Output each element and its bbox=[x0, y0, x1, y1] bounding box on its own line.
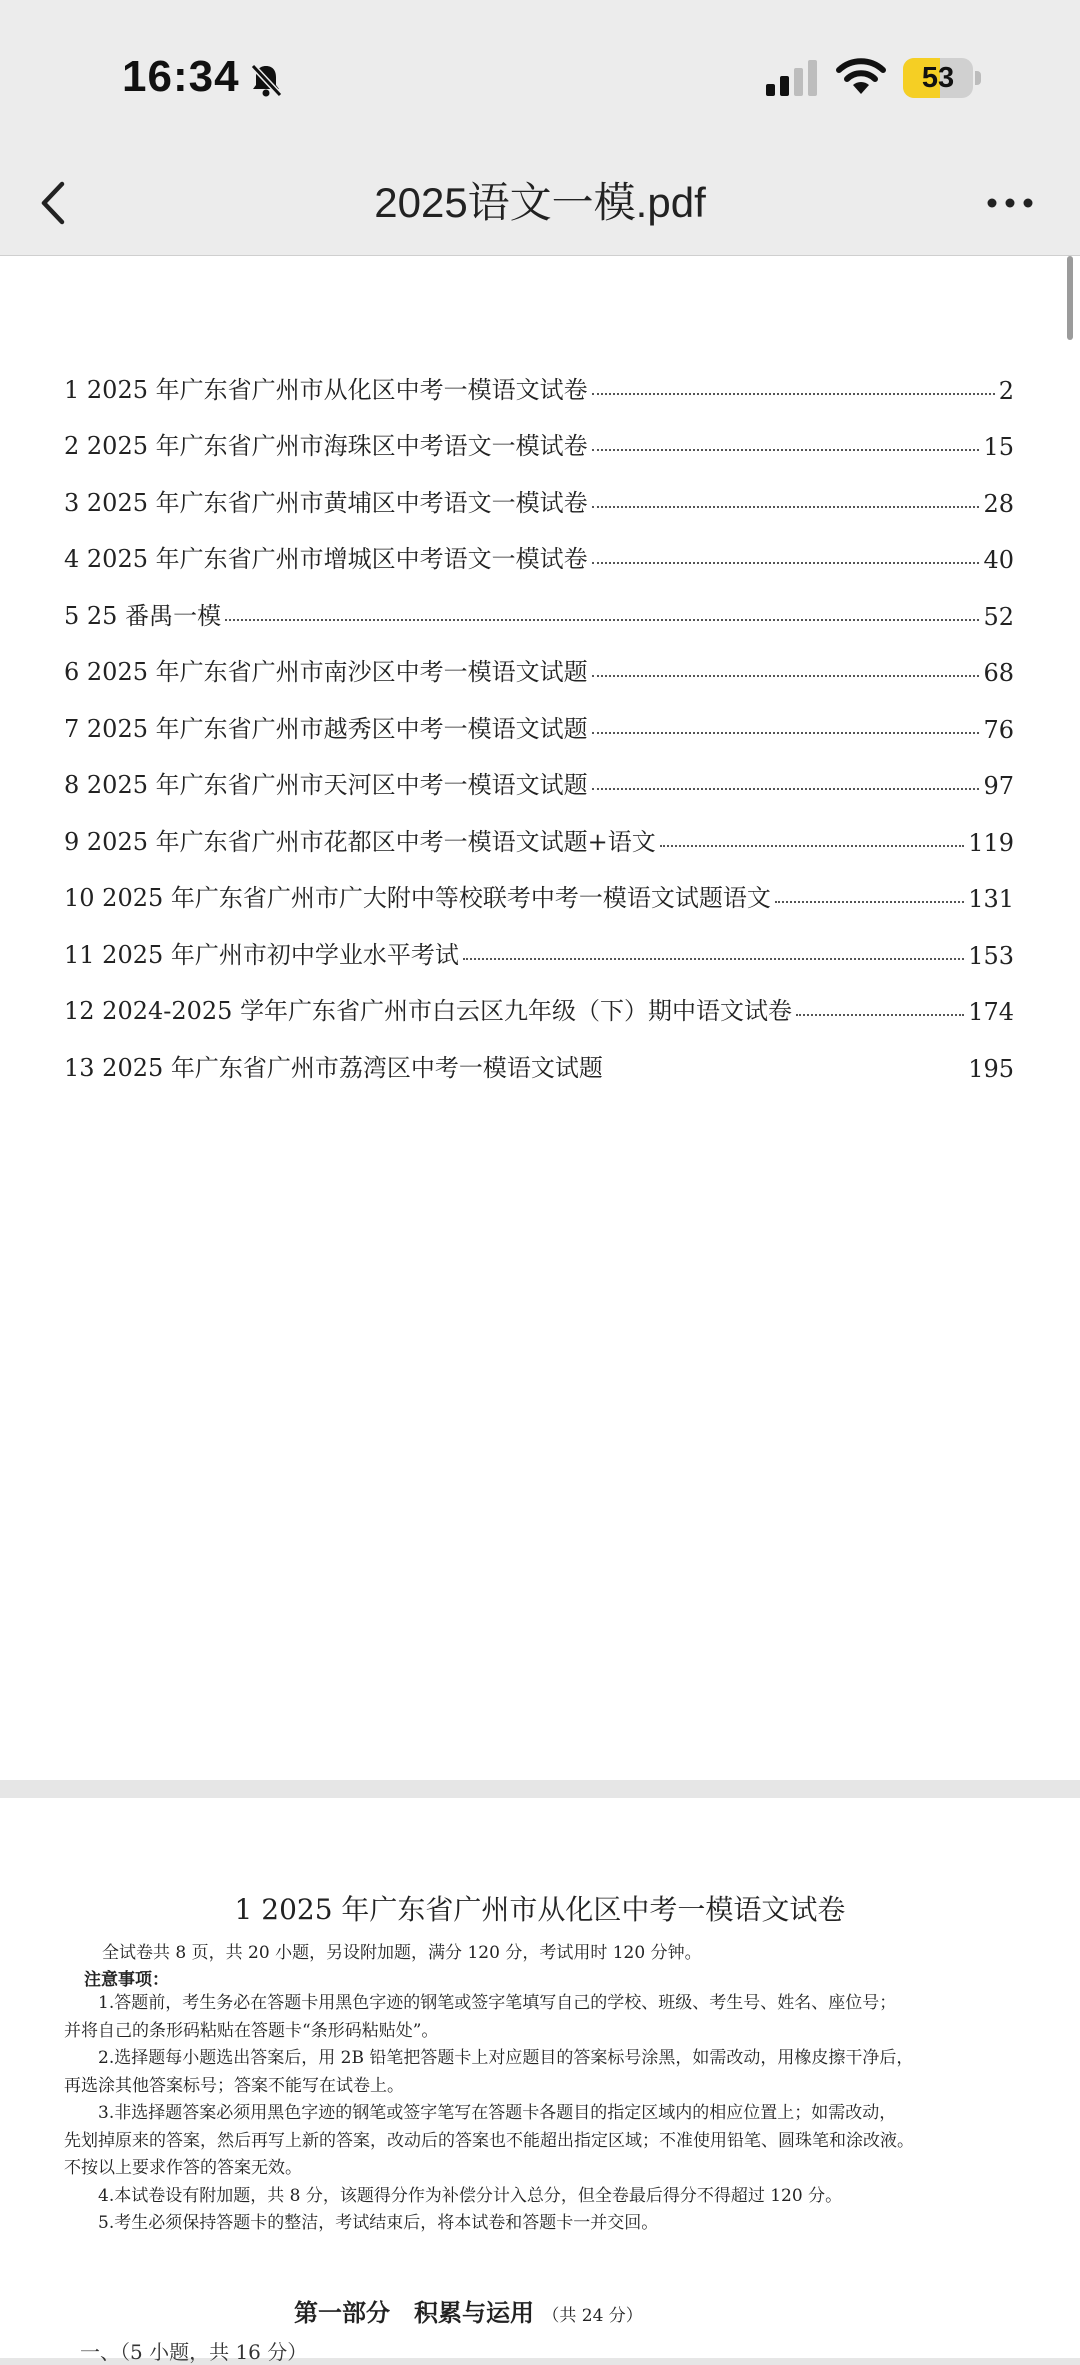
toc-entry-title: 10 2025 年广东省广州市广大附中等校联考中考一模语文试题语文 bbox=[64, 884, 771, 912]
toc-entry[interactable] bbox=[64, 970, 1014, 1027]
status-time: 16:34 bbox=[122, 52, 240, 101]
toc-entry[interactable] bbox=[64, 405, 1014, 462]
note-line: 3.非选择题答案必须用黑色字迹的钢笔或签字笔写在答题卡各题目的指定区域内的相应位置上；如需改动， bbox=[64, 2103, 897, 2123]
toc-leader-dots bbox=[592, 562, 980, 564]
toc-entry-title: 12 2024-2025 学年广东省广州市白云区九年级（下）期中语文试卷 bbox=[64, 997, 793, 1025]
exam-heading: 1 2025 年广东省广州市从化区中考一模语文试卷 bbox=[234, 1893, 846, 1926]
toc-entry-title: 1 2025 年广东省广州市从化区中考一模语文试卷 bbox=[64, 375, 588, 404]
pdf-page-exam bbox=[0, 1798, 1080, 2364]
toc-entry[interactable] bbox=[64, 857, 1014, 914]
section-title-sub: （共 24 分） bbox=[542, 2306, 643, 2326]
toc-leader-dots bbox=[592, 506, 980, 508]
pdf-page-toc bbox=[0, 256, 1080, 1780]
toc-leader-dots bbox=[660, 845, 964, 847]
toc-entry[interactable] bbox=[64, 744, 1014, 801]
partial-line: 一、（5 小题，共 16 分） bbox=[80, 2340, 308, 2364]
note-line: 再选涂其他答案标号；答案不能写在试卷上。 bbox=[64, 2075, 404, 2096]
toc-entry[interactable] bbox=[64, 574, 1014, 631]
notes-title: 注意事项： bbox=[84, 1970, 169, 1990]
toc-leader-dots bbox=[592, 449, 980, 451]
toc-entry[interactable] bbox=[64, 348, 1014, 405]
toc-entry[interactable] bbox=[64, 461, 1014, 518]
note-line: 1.答题前，考生务必在答题卡用黑色字迹的钢笔或签字笔填写自己的学校、班级、考生号、姓名、座位号； bbox=[64, 1993, 897, 2013]
ellipsis-icon[interactable] bbox=[980, 178, 1040, 228]
toc-entry[interactable] bbox=[64, 800, 1014, 857]
toc-entry-page: 2 bbox=[998, 376, 1014, 405]
toc-entry[interactable] bbox=[64, 1026, 1014, 1083]
toc-entry-title: 13 2025 年广东省广州市荔湾区中考一模语文试题 bbox=[64, 1053, 603, 1082]
scroll-indicator[interactable] bbox=[1067, 256, 1073, 340]
toc-entry-page: 97 bbox=[983, 772, 1014, 800]
note-line: 5.考生必须保持答题卡的整洁，考试结束后，将本试卷和答题卡一并交回。 bbox=[64, 2213, 659, 2233]
toc-entry[interactable] bbox=[64, 913, 1014, 970]
note-line: 先划掉原来的答案，然后再写上新的答案，改动后的答案也不能超出指定区域；不准使用铅笔、圆珠笔和涂改液。 bbox=[64, 2130, 914, 2151]
toc-entry-page: 153 bbox=[968, 941, 1014, 970]
note-line: 并将自己的条形码粘贴在答题卡“条形码粘贴处”。 bbox=[64, 2020, 439, 2041]
document-title: 2025语文一模.pdf bbox=[374, 179, 706, 226]
table-of-contents bbox=[64, 348, 1014, 1083]
toc-entry-title: 2 2025 年广东省广州市海珠区中考语文一模试卷 bbox=[64, 432, 588, 460]
toc-leader-dots bbox=[592, 675, 980, 677]
exam-notes bbox=[64, 1990, 1014, 2238]
toc-entry-page: 195 bbox=[968, 1054, 1014, 1083]
toc-leader-dots bbox=[463, 958, 964, 960]
toc-entry-title: 5 25 番禺一模 bbox=[64, 601, 222, 630]
toc-entry-title: 3 2025 年广东省广州市黄埔区中考语文一模试卷 bbox=[64, 488, 588, 517]
toc-entry-page: 15 bbox=[983, 433, 1014, 461]
toc-entry-title: 4 2025 年广东省广州市增城区中考语文一模试卷 bbox=[64, 545, 588, 573]
toc-leader-dots bbox=[592, 393, 995, 395]
toc-entry[interactable] bbox=[64, 687, 1014, 744]
toc-leader-dots bbox=[592, 732, 980, 734]
toc-entry[interactable] bbox=[64, 518, 1014, 575]
toc-entry-title: 6 2025 年广东省广州市南沙区中考一模语文试题 bbox=[64, 658, 588, 686]
exam-intro: 全试卷共 8 页，共 20 小题，另设附加题，满分 120 分，考试用时 120 分钟。 bbox=[102, 1943, 702, 1963]
toc-entry[interactable] bbox=[64, 631, 1014, 688]
battery-icon bbox=[903, 58, 981, 98]
battery-level: 53 bbox=[921, 62, 955, 94]
toc-entry-title: 11 2025 年广州市初中学业水平考试 bbox=[64, 940, 459, 969]
section-title-text: 第一部分 积累与运用 bbox=[294, 2298, 534, 2327]
toc-entry-page: 28 bbox=[983, 489, 1014, 518]
toc-leader-dots bbox=[592, 788, 980, 790]
toc-leader-dots bbox=[775, 901, 964, 903]
toc-entry-page: 119 bbox=[968, 828, 1014, 857]
bell-slash-icon bbox=[248, 62, 284, 98]
toc-leader-dots bbox=[796, 1014, 964, 1016]
cellular-signal-icon bbox=[764, 60, 820, 96]
toc-entry-title: 7 2025 年广东省广州市越秀区中考一模语文试题 bbox=[64, 714, 588, 743]
toc-entry-page: 40 bbox=[983, 546, 1014, 574]
note-line: 4.本试卷设有附加题，共 8 分，该题得分作为补偿分计入总分，但全卷最后得分不得超过 120 分。 bbox=[64, 2185, 843, 2206]
note-line: 不按以上要求作答的答案无效。 bbox=[64, 2158, 302, 2178]
toc-entry-page: 52 bbox=[983, 602, 1014, 631]
toc-entry-title: 8 2025 年广东省广州市天河区中考一模语文试题 bbox=[64, 771, 588, 799]
status-bar bbox=[0, 0, 1080, 150]
toc-entry-page: 174 bbox=[968, 998, 1014, 1026]
note-line: 2.选择题每小题选出答案后，用 2B 铅笔把答题卡上对应题目的答案标号涂黑，如需改动，用橡皮擦干净后， bbox=[64, 2048, 914, 2068]
toc-leader-dots bbox=[225, 619, 979, 621]
navigation-bar bbox=[0, 150, 1080, 256]
toc-entry-page: 76 bbox=[983, 715, 1014, 744]
toc-entry-title: 9 2025 年广东省广州市花都区中考一模语文试题+语文 bbox=[64, 827, 656, 856]
section-title bbox=[294, 2293, 643, 2328]
toc-entry-page: 68 bbox=[983, 659, 1014, 687]
toc-entry-page: 131 bbox=[968, 885, 1014, 913]
wifi-icon bbox=[835, 56, 887, 96]
